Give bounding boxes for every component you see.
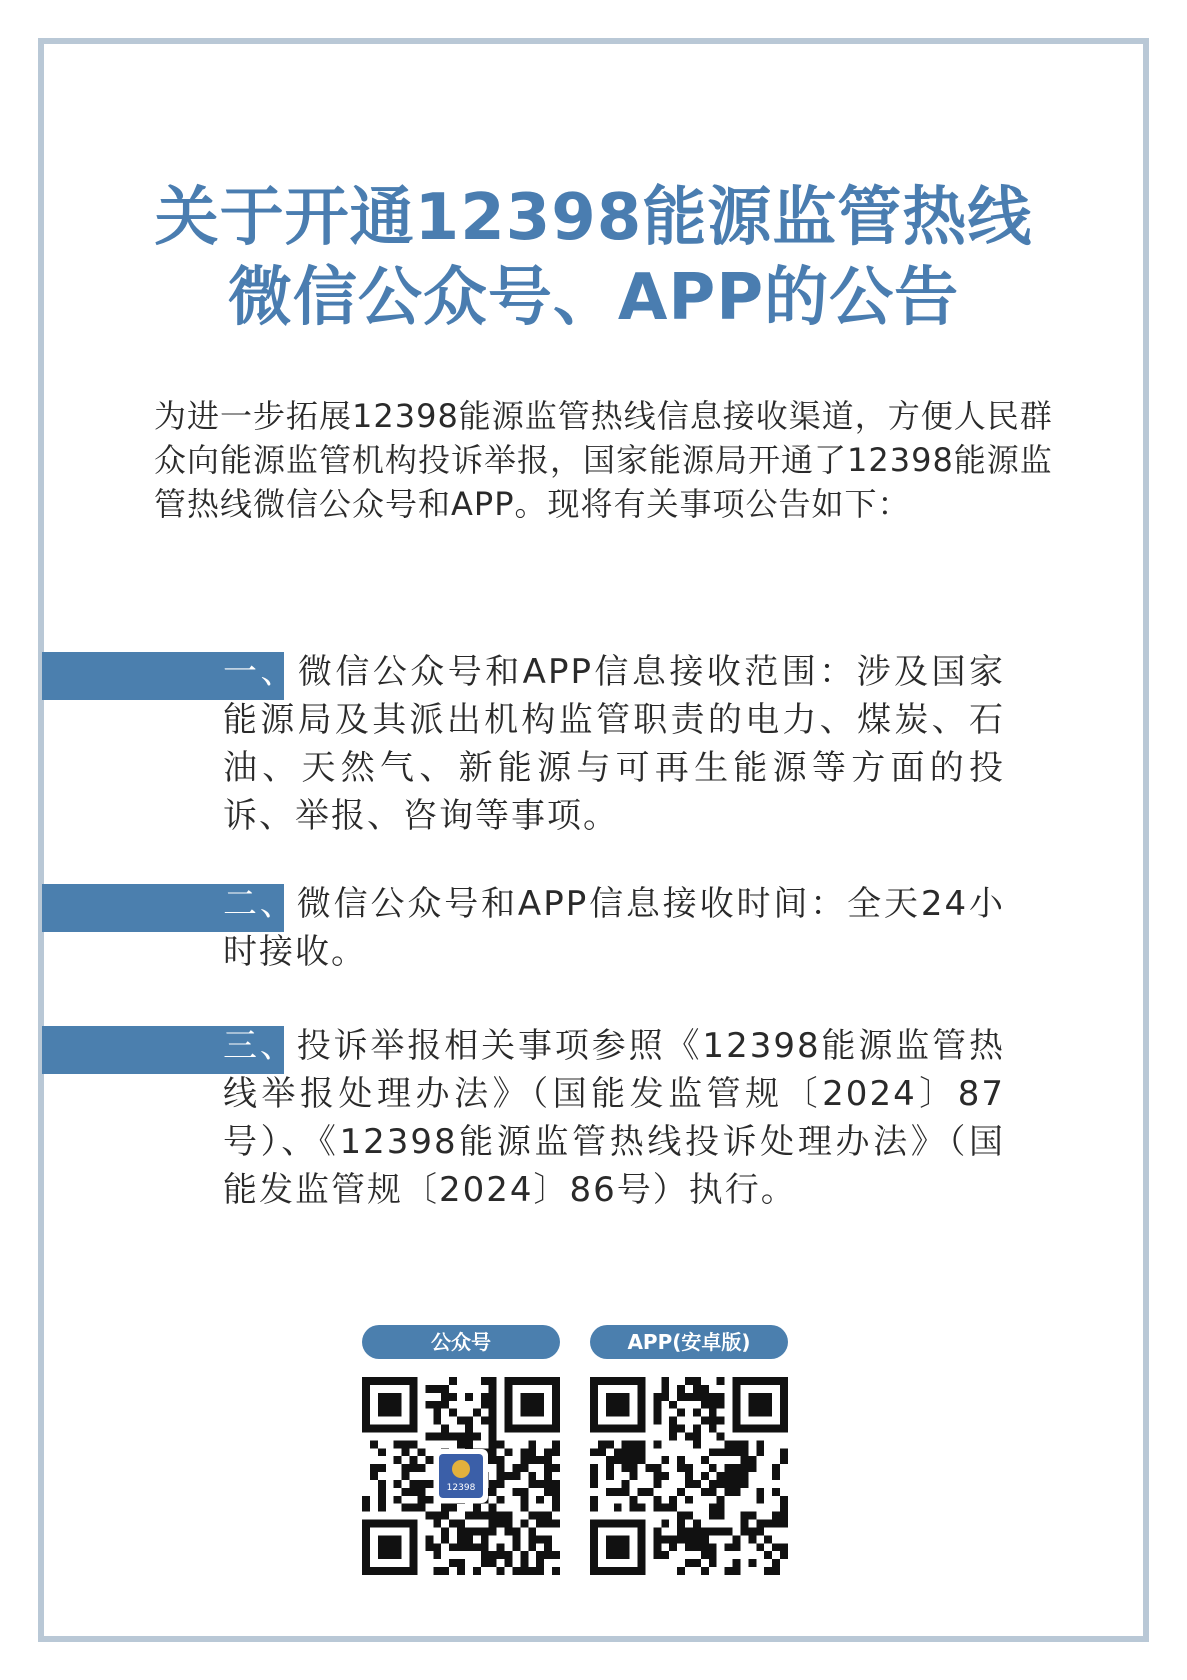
qr-center-logo [434,1449,488,1503]
qr-code-image [590,1377,788,1575]
qr-block-wechat [362,1325,560,1575]
section-text: 微信公众号和APP信息接收范围：涉及国家能源局及其派出机构监管职责的电力、煤炭、石油、天然气、新能源与可再生能源等方面的投诉、举报、咨询等事项。 [223,652,1006,836]
emblem-icon [452,1460,470,1478]
qr-code-wechat[interactable] [362,1377,560,1575]
title-line-2: 微信公众号、APP的公告 [227,261,960,335]
section-text: 微信公众号和APP信息接收时间：全天24小时接收。 [223,884,1005,972]
qr-label-wechat: 公众号 [362,1325,560,1359]
section-text: 投诉举报相关事项参照《12398能源监管热线举报处理办法》（国能发监管规〔2024〕87号）、《12398能源监管热线投诉处理办法》（国能发监管规〔2024〕86号）执行。 [223,1026,1005,1210]
qr-code-app[interactable] [590,1377,788,1575]
qr-label-app: APP(安卓版) [590,1325,788,1359]
section-number: 一、 [223,652,298,692]
page-title [0,178,1187,338]
section-number: 三、 [223,1026,297,1066]
intro-paragraph: 为进一步拓展12398能源监管热线信息接收渠道，方便人民群众向能源监管机构投诉举报，国家能源局开通了12398能源监管热线微信公众号和APP。现将有关事项公告如下： [154,397,1053,523]
title-line-1: 关于开通12398能源监管热线 [154,181,1033,255]
qr-badge-text: 12398 [446,1483,476,1493]
section-number: 二、 [223,884,297,924]
qr-block-app [590,1325,788,1575]
